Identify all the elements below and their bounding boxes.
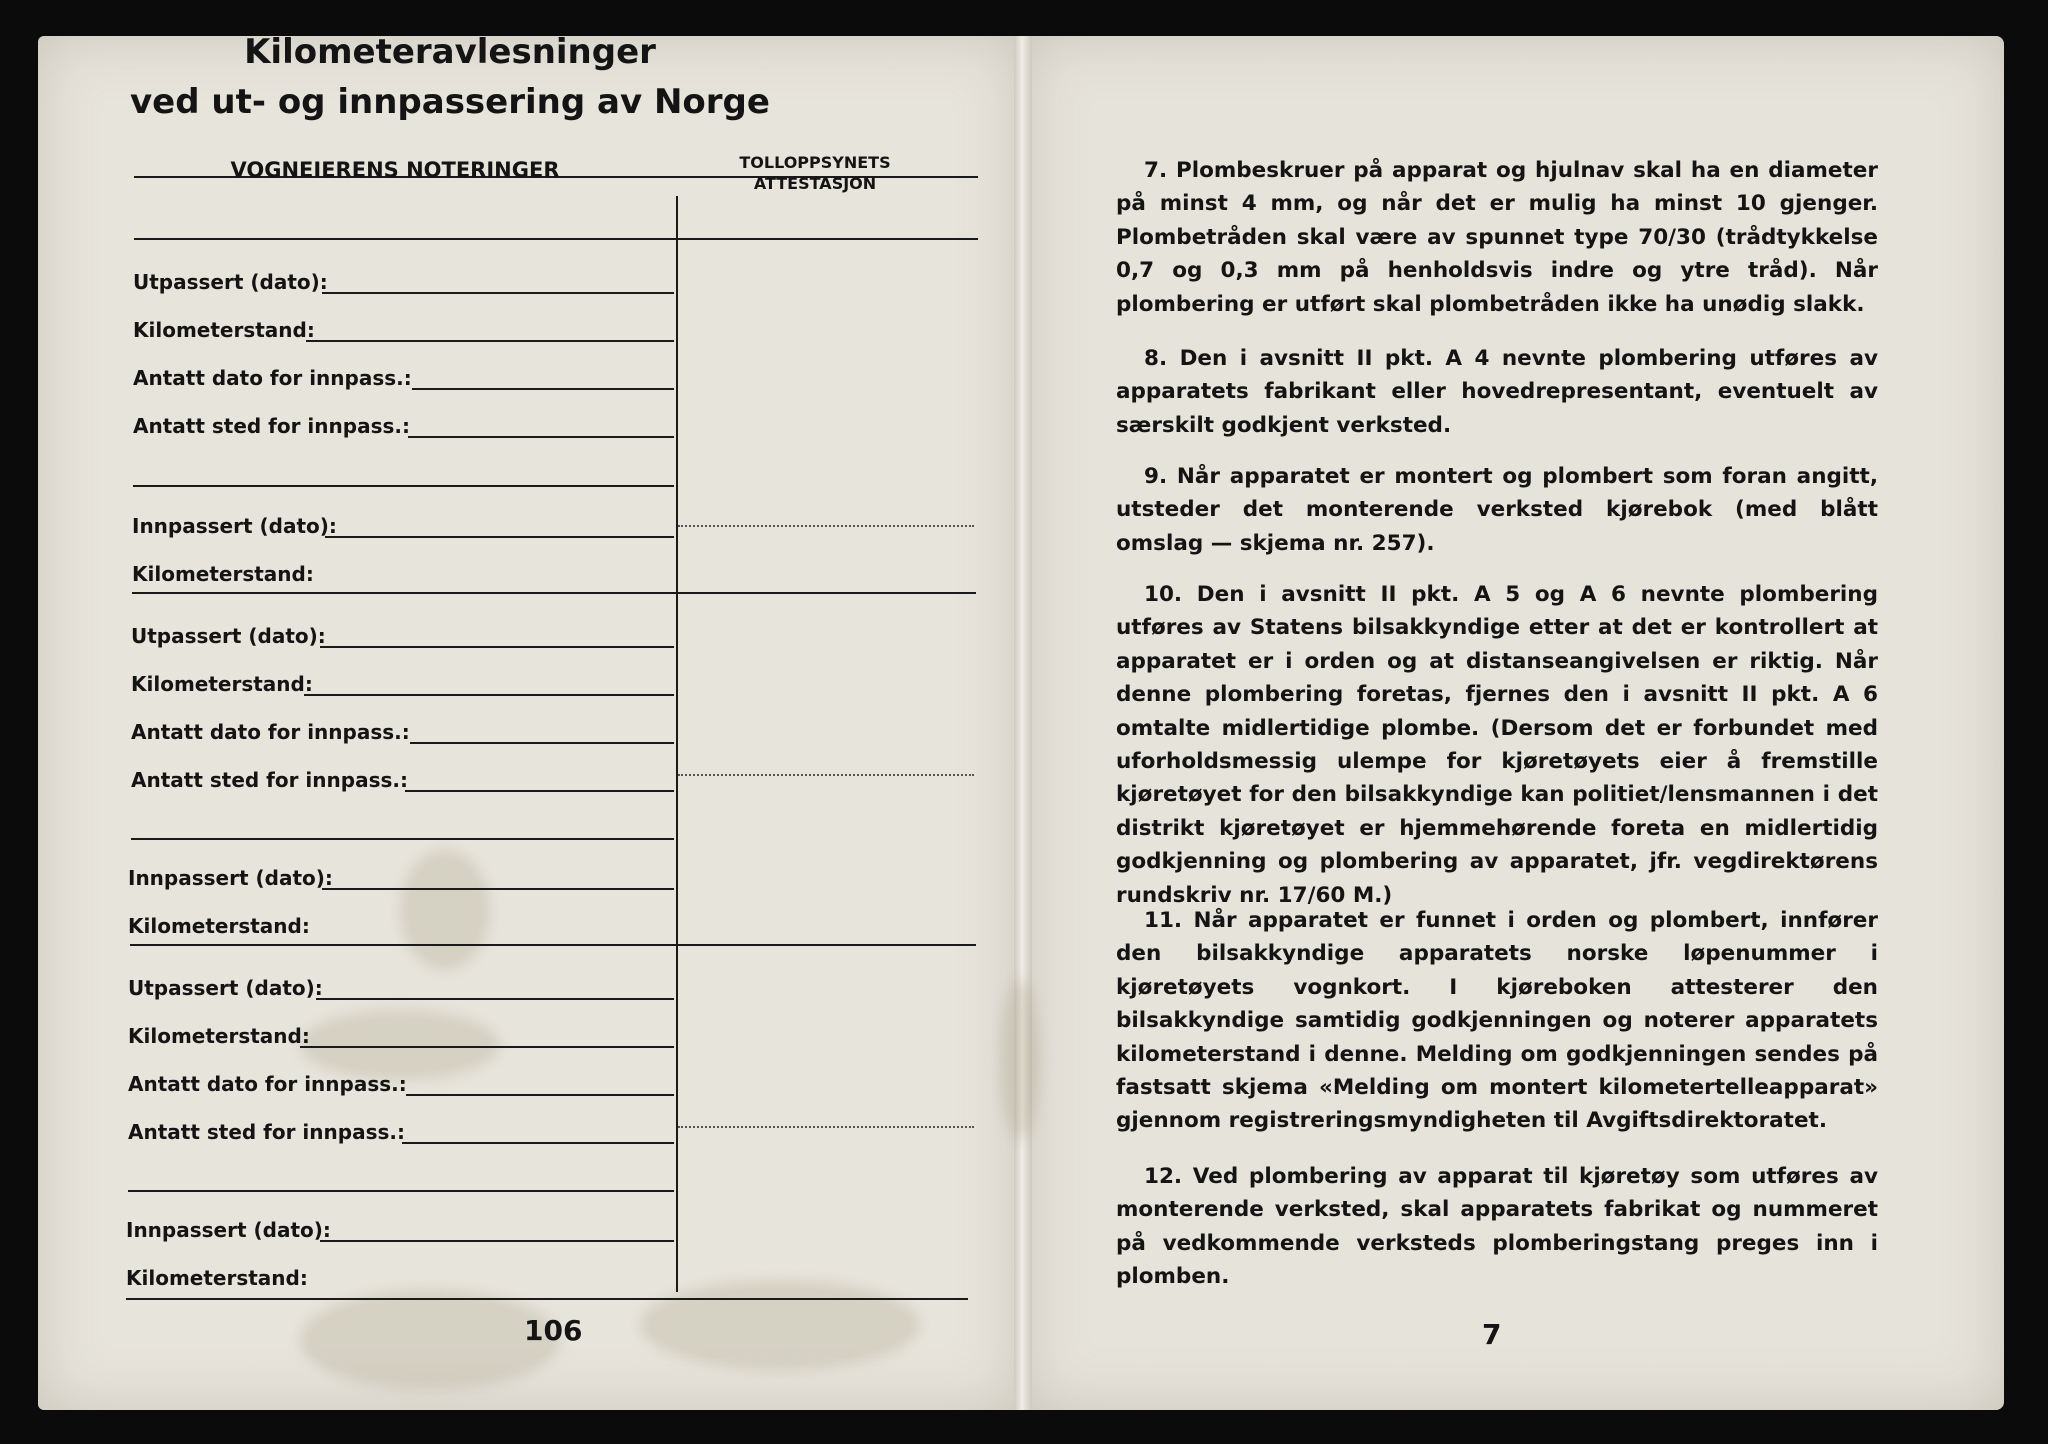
field-line-antatt-dato[interactable] [410, 742, 674, 744]
paragraph-text: Ved plombering av apparat til kjøretøy som utføres av monterende verksted, skal apparatets fabrikat og nummeret på vedkommende verksteds plomberingstang preges inn i plomben. [1116, 1164, 1878, 1290]
stain-mark [640, 1280, 920, 1370]
field-line-antatt-dato[interactable] [406, 1094, 674, 1096]
label-antatt-dato: Antatt dato for innpass.: [133, 366, 412, 390]
field-line-antatt-sted[interactable] [408, 436, 674, 438]
paragraph-8 [1116, 342, 1878, 442]
label-antatt-sted: Antatt sted for innpass.: [133, 414, 410, 438]
paragraph-text: Den i avsnitt II pkt. A 5 og A 6 nevnte plombering utføres av Statens bilsakkyndige etter at det er kontrollert at apparatet er i orden og at distanseangivelsen er riktig. Når denne plombering foretas, fjernes den i avsnitt II pkt. A 6 omtalte midlertidige plombe. (Dersom det er forbundet med uforholdsmessig ulempe for kjøretøyets eier å fremstille kjøretøyet for den bilsakkyndige kan politiet/lensmannen i det distrikt kjøretøyet er hjemmehørende foreta en midlertidig godkjenning og plombering av apparatet, jfr. vegdirektørens rundskriv nr. 17/60 M.) [1116, 582, 1878, 908]
label-kilometerstand: Kilometerstand: [128, 1024, 310, 1048]
field-line-blank[interactable] [131, 838, 674, 840]
form-title-line2: ved ut- og innpassering av Norge [130, 82, 770, 122]
field-line-antatt-sted[interactable] [405, 790, 674, 792]
label-utpassert: Utpassert (dato): [128, 976, 323, 1000]
label-kilometerstand-innpass: Kilometerstand: [128, 914, 310, 938]
label-antatt-sted: Antatt sted for innpass.: [128, 1120, 405, 1144]
label-innpassert: Innpassert (dato): [132, 514, 337, 538]
label-innpassert: Innpassert (dato): [126, 1218, 331, 1242]
paragraph-text: Plombeskruer på apparat og hjulnav skal ha en diameter på minst 4 mm, og når det er mulig ha minst 10 gjenger. Plombetråden skal være av spunnet type 70/30 (trådtykkelse 0,7 og 0,3 mm på henholdsvis indre og ytre tråd). Når plombering er utført skal plombetråden ikke ha unødig slakk. [1116, 158, 1878, 317]
paragraph-9 [1116, 460, 1878, 560]
paragraph-12 [1116, 1160, 1878, 1294]
paragraph-number: 9. [1144, 464, 1168, 489]
paragraph-11 [1116, 904, 1878, 1138]
field-line-blank[interactable] [128, 1190, 674, 1192]
column-header-customs [690, 152, 940, 194]
label-innpassert: Innpassert (dato): [128, 866, 333, 890]
stain-mark [300, 1010, 500, 1080]
field-line-utpassert[interactable] [316, 998, 674, 1000]
table-header-rule [134, 238, 978, 240]
field-line-antatt-dato[interactable] [412, 388, 674, 390]
label-kilometerstand: Kilometerstand: [133, 318, 315, 342]
paragraph-text: Den i avsnitt II pkt. A 4 nevnte plombering utføres av apparatets fabrikant eller hovedrepresentant, eventuelt av særskilt godkjent verksted. [1116, 346, 1878, 438]
paragraph-number: 12. [1144, 1164, 1183, 1189]
field-line-kilometerstand[interactable] [300, 1046, 674, 1048]
field-line-customs-3a[interactable] [678, 1126, 974, 1128]
label-antatt-sted: Antatt sted for innpass.: [131, 768, 408, 792]
label-utpassert: Utpassert (dato): [133, 270, 328, 294]
column-header-owner: VOGNEIERENS NOTERINGER [230, 158, 560, 182]
field-line-innpassert[interactable] [322, 888, 674, 890]
column-header-customs-line1: TOLLOPPSYNETS [739, 153, 891, 172]
label-antatt-dato: Antatt dato for innpass.: [128, 1072, 407, 1096]
field-line-utpassert[interactable] [322, 292, 674, 294]
paragraph-number: 11. [1144, 908, 1183, 933]
field-line-blank[interactable] [133, 485, 674, 487]
field-line-antatt-sted[interactable] [402, 1142, 674, 1144]
label-kilometerstand: Kilometerstand: [131, 672, 313, 696]
paragraph-text: Når apparatet er montert og plombert som foran angitt, utsteder det monterende verksted kjørebok (med blått omslag — skjema nr. 257). [1116, 464, 1878, 556]
page-number-left: 106 [524, 1314, 583, 1347]
paragraph-number: 8. [1144, 346, 1168, 371]
field-line-customs-1a[interactable] [678, 525, 974, 527]
table-bottom-rule [126, 1298, 968, 1300]
block-separator-2 [130, 944, 976, 946]
stain-mark [300, 1290, 560, 1390]
paragraph-7 [1116, 154, 1878, 321]
field-line-kilometerstand[interactable] [306, 340, 674, 342]
field-line-innpassert[interactable] [325, 536, 674, 538]
column-header-customs-line2: ATTESTASJON [753, 174, 877, 193]
label-kilometerstand-innpass: Kilometerstand: [132, 562, 314, 586]
paragraph-10 [1116, 578, 1878, 912]
block-separator-1 [132, 592, 976, 594]
page-number-right: 7 [1482, 1318, 1502, 1351]
paragraph-number: 10. [1144, 582, 1183, 607]
stain-mark [1000, 980, 1040, 1140]
field-line-kilometerstand[interactable] [304, 694, 674, 696]
stain-mark [400, 850, 490, 970]
paragraph-text: Når apparatet er funnet i orden og plombert, innfører den bilsakkyndige apparatets norske løpenummer i kjøretøyets vognkort. I kjøreboken attesterer den bilsakkyndige samtidig godkjenningen og noterer apparatets kilometerstand i denne. Melding om godkjenningen sendes på fastsatt skjema «Melding om montert kilometertelleapparat» gjennom registreringsmyndigheten til Avgiftsdirektoratet. [1116, 908, 1878, 1134]
field-line-innpassert[interactable] [320, 1240, 674, 1242]
label-utpassert: Utpassert (dato): [131, 624, 326, 648]
form-title-line1: Kilometeravlesninger [244, 32, 656, 72]
book-gutter [1014, 36, 1032, 1410]
label-kilometerstand-innpass: Kilometerstand: [126, 1266, 308, 1290]
field-line-customs-2a[interactable] [678, 774, 974, 776]
label-antatt-dato: Antatt dato for innpass.: [131, 720, 410, 744]
field-line-utpassert[interactable] [320, 646, 674, 648]
paragraph-number: 7. [1144, 158, 1168, 183]
